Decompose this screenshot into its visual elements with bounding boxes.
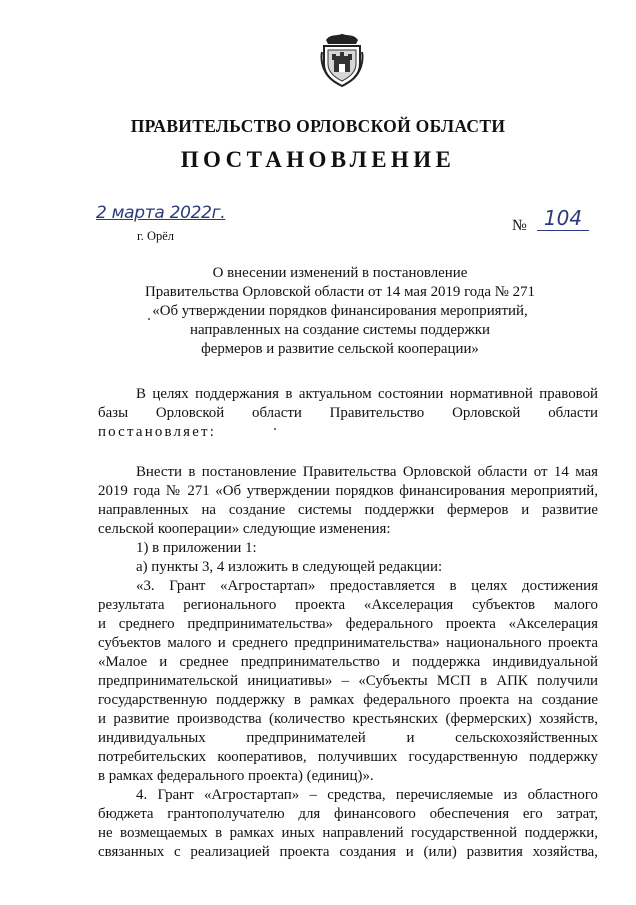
body-line: и развитие производства (количество крестьянских (фермерских) хозяйств, xyxy=(98,711,598,727)
body-line: результата регионального проекта «Акселерация субъектов малого xyxy=(98,597,598,613)
subject-line: Правительства Орловской области от 14 мая 2019 года № 271 xyxy=(145,284,535,300)
body-line: «Малое и среднее предпринимательство и поддержка индивидуальной xyxy=(98,654,598,670)
scan-speck xyxy=(148,318,150,320)
organization-title: ПРАВИТЕЛЬСТВО ОРЛОВСКОЙ ОБЛАСТИ xyxy=(130,116,506,136)
handwritten-number: 104 xyxy=(537,206,589,231)
number-sign: № xyxy=(512,217,527,234)
body-line: потребительских кооперативов, получивших государственную поддержку xyxy=(98,749,598,765)
body-line: Внести в постановление Правительства Орловской области от 14 мая xyxy=(136,464,598,480)
body-line: в рамках федерального проекта) (единиц)». xyxy=(98,768,374,784)
body-line: а) пункты 3, 4 изложить в следующей редакции: xyxy=(136,559,443,575)
handwritten-date: 2 марта 2022г. xyxy=(96,203,226,223)
body-line: и среднего предпринимательства» федерального проекта «Акселерация xyxy=(98,616,598,632)
subject-line: фермеров и развитие сельской кооперации» xyxy=(201,341,479,357)
body-line: государственную поддержку в рамках федерального проекта на создание xyxy=(98,692,598,708)
coat-of-arms-icon xyxy=(320,32,364,88)
subject-line: «Об утверждении порядков финансирования мероприятий, xyxy=(152,303,528,319)
body-line: 2019 года № 271 «Об утверждении порядков финансирования мероприятий, xyxy=(98,483,598,499)
body-line: бюджета грантополучателю для финансового обеспечения его затрат, xyxy=(98,806,598,822)
subject-line: направленных на создание системы поддержки xyxy=(190,322,490,338)
body-line: 4. Грант «Агростартап» – средства, перечисляемые из областного xyxy=(136,787,598,803)
body-line: субъектов малого и среднего предпринимательства» национального проекта xyxy=(98,635,598,651)
body-line: сельской кооперации» следующие изменения: xyxy=(98,521,391,537)
body-line: базы Орловской области Правительство Орловской области xyxy=(98,405,598,421)
subject-line: О внесении изменений в постановление xyxy=(212,265,468,281)
body-line: 1) в приложении 1: xyxy=(136,540,257,556)
body-line: постановляет: xyxy=(98,424,217,440)
body-line: связанных с реализацией проекта создания и (или) развития хозяйства, xyxy=(98,844,598,860)
city-label: г. Орёл xyxy=(137,229,175,243)
body-line: В целях поддержания в актуальном состоянии нормативной правовой xyxy=(136,386,598,402)
scan-speck xyxy=(274,428,276,430)
body-line: «3. Грант «Агростартап» предоставляется в целях достижения xyxy=(136,578,598,594)
body-line: направленных на создание системы поддержки фермеров и развитие xyxy=(98,502,598,518)
date-block xyxy=(96,203,266,227)
document-type: ПОСТАНОВЛЕНИЕ xyxy=(180,147,456,172)
document-subject xyxy=(120,264,560,359)
body-line: не возмещаемых в рамках иных направлений государственной поддержки, xyxy=(98,825,598,841)
body-line: предпринимательской инициативы» – «Субъекты МСП в АПК получили xyxy=(98,673,598,689)
body-line: индивидуальных предпринимателей и сельскохозяйственных xyxy=(98,730,598,746)
